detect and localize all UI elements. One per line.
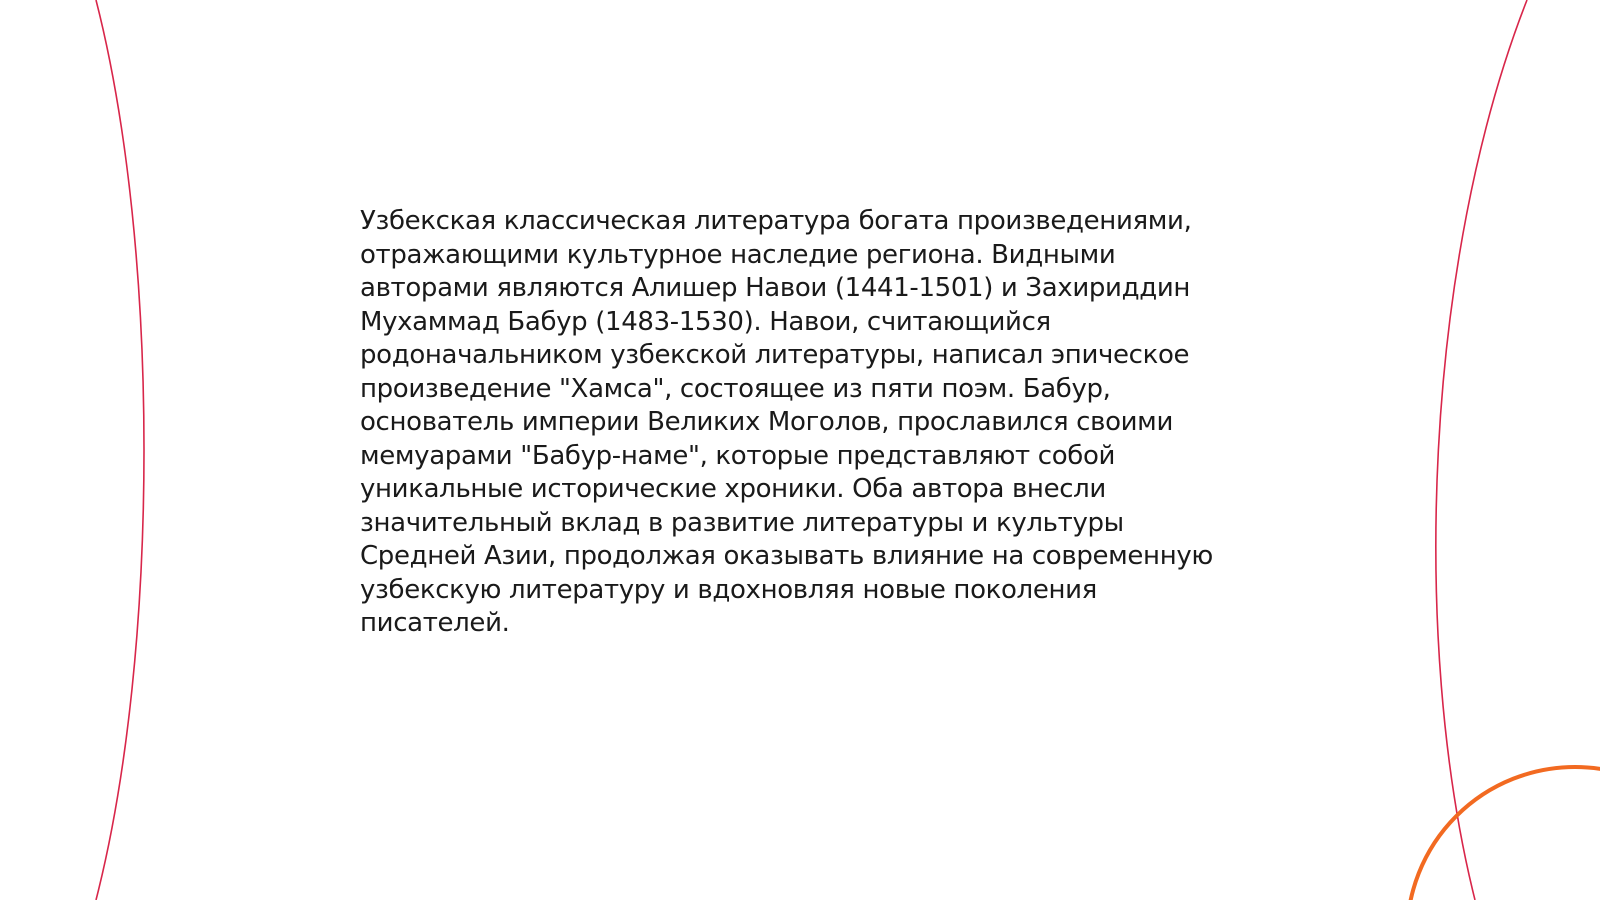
- body-paragraph: Узбекская классическая литература богата произведениями, отражающими культурное наследие региона. Видными авторами являются Алишер Навои (1441-1501) и Захириддин Мухаммад Бабур (1483-1530). Навои, считающийся родоначальником узбекской литературы, написал эпическое произведение "Хамса", состоящее из пяти поэм. Бабур, основатель империи Великих Моголов, прославился своими мемуарами "Бабур-наме", которые представляют собой уникальные исторические хроники. Оба автора внесли значительный вклад в развитие литературы и культуры Средней Азии, продолжая оказывать влияние на современную узбекскую литературу и вдохновляя новые поколения писателей.: [360, 206, 1213, 638]
- orange-arc: [1407, 767, 1600, 900]
- left-curve-line: [96, 0, 144, 900]
- right-curve-line: [1436, 0, 1527, 900]
